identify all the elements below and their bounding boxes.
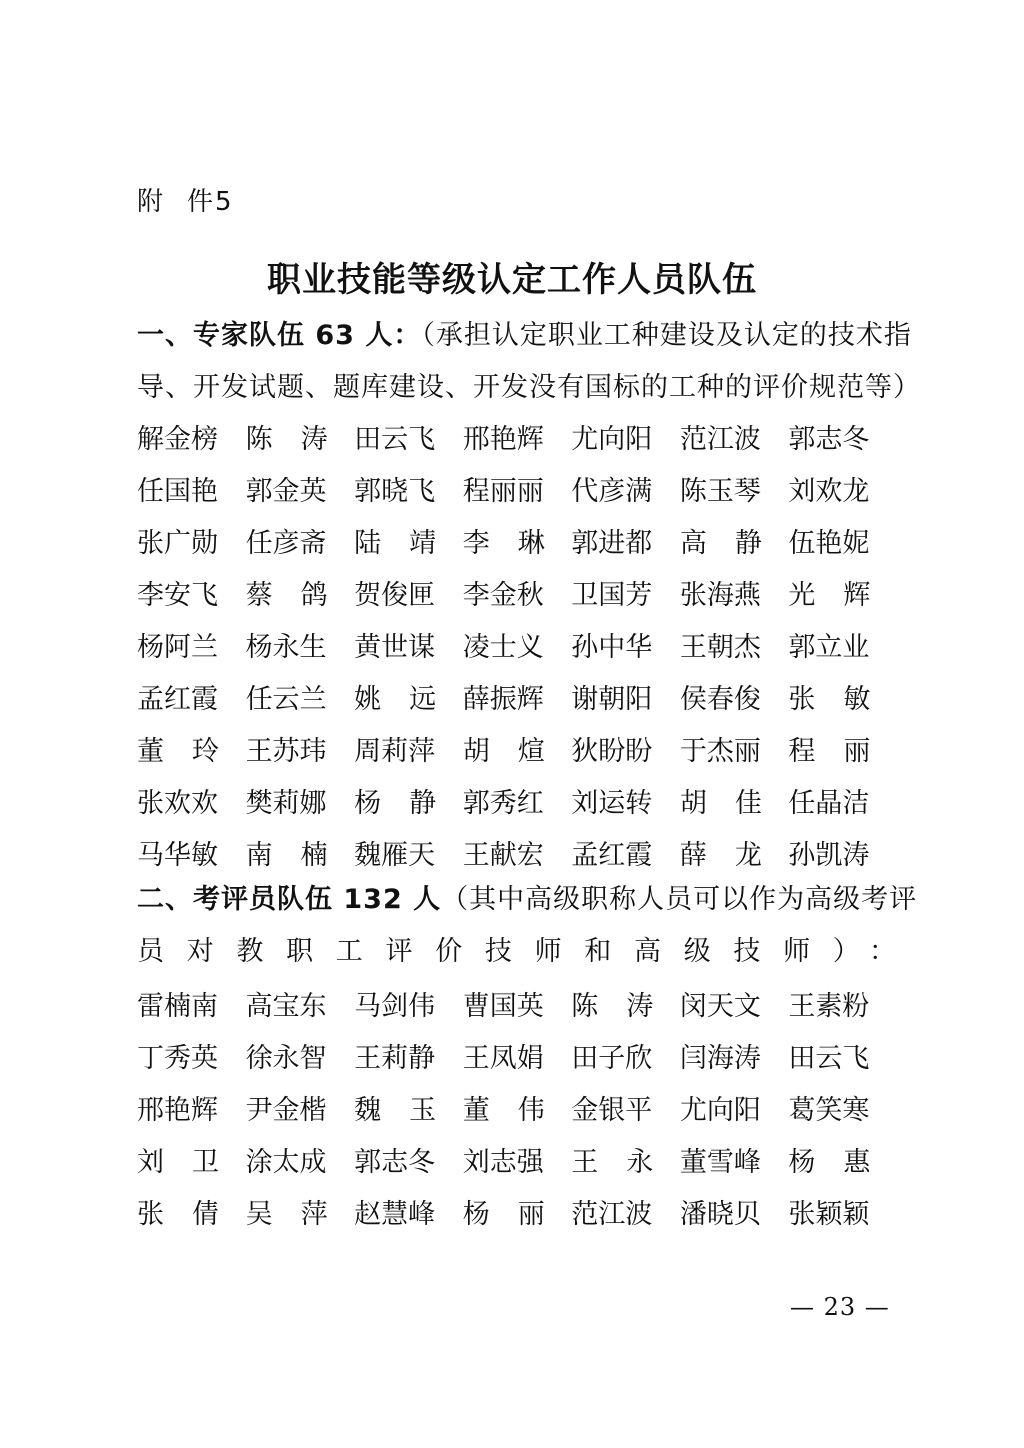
examiner-name: 范江波: [571, 1198, 653, 1230]
section-experts-intro: [137, 310, 921, 414]
expert-row: [137, 774, 897, 826]
examiner-name: 闫海涛: [679, 1042, 761, 1074]
examiner-name: 尤向阳: [679, 1094, 761, 1126]
expert-name: 凌士义: [462, 631, 544, 663]
expert-name: 侯春俊: [679, 683, 761, 715]
expert-name: 高 静: [679, 527, 762, 559]
attachment-word-1: 附: [137, 187, 166, 217]
expert-name: 刘欢龙: [788, 475, 870, 507]
section-examiners-note-1: （其中高级职称人员可以作为高级考评: [441, 884, 918, 915]
expert-name: 董 玲: [137, 735, 219, 767]
examiner-name: 徐永智: [245, 1042, 327, 1074]
expert-name: 郭进都: [571, 527, 653, 559]
expert-name: 程 丽: [788, 735, 871, 767]
expert-name: 孙凯涛: [788, 839, 870, 871]
expert-name: 杨 静: [354, 787, 437, 819]
expert-name: 张欢欢: [137, 787, 218, 819]
expert-name: 南 楠: [245, 839, 328, 871]
examiners-name-list: [137, 977, 897, 1237]
expert-name: 任国艳: [137, 475, 218, 507]
section-examiners-line1: [137, 874, 918, 926]
examiner-row: [137, 1133, 897, 1185]
examiner-row: [137, 1185, 897, 1237]
expert-name: 蔡 鸽: [245, 579, 328, 611]
expert-name: 姚 远: [354, 683, 437, 715]
attachment-label: [137, 181, 234, 218]
examiner-name: 刘 卫: [137, 1146, 219, 1178]
examiner-name: 马剑伟: [354, 990, 436, 1022]
expert-name: 任晶洁: [788, 787, 870, 819]
expert-name: 于杰丽: [679, 735, 761, 767]
expert-name: 薛振辉: [462, 683, 544, 715]
expert-name: 郭立业: [788, 631, 870, 663]
expert-name: 陆 靖: [354, 527, 437, 559]
expert-name: 程丽丽: [462, 475, 544, 507]
expert-name: 谢朝阳: [571, 683, 653, 715]
expert-name: 胡 煊: [462, 735, 545, 767]
expert-name: 薛 龙: [679, 839, 762, 871]
section-experts-note-2: 导、开发试题、题库建设、开发没有国标的工种的评价规范等）: [137, 372, 921, 403]
expert-name: 田云飞: [354, 423, 436, 455]
examiner-name: 王凤娟: [462, 1042, 544, 1074]
examiner-name: 董雪峰: [679, 1146, 761, 1178]
section-experts-line1: [137, 310, 912, 362]
expert-name: 郭秀红: [462, 787, 544, 819]
expert-name: 光 辉: [788, 579, 871, 611]
examiner-name: 丁秀英: [137, 1042, 218, 1074]
examiner-name: 涂太成: [245, 1146, 327, 1178]
expert-name: 陈 涛: [245, 423, 328, 455]
expert-name: 贺俊匣: [354, 579, 436, 611]
expert-name: 卫国芳: [571, 579, 653, 611]
expert-name: 任云兰: [245, 683, 327, 715]
examiner-name: 张 倩: [137, 1198, 219, 1230]
expert-name: 李金秋: [462, 579, 544, 611]
expert-name: 李 琳: [462, 527, 545, 559]
expert-name: 王献宏: [462, 839, 544, 871]
examiner-name: 陈 涛: [571, 990, 654, 1022]
examiner-name: 郭志冬: [354, 1146, 436, 1178]
expert-name: 周莉萍: [354, 735, 436, 767]
expert-name: 孟红霞: [571, 839, 653, 871]
expert-row: [137, 566, 897, 618]
expert-name: 郭金英: [245, 475, 327, 507]
expert-name: 胡 佳: [679, 787, 762, 819]
expert-name: 王朝杰: [679, 631, 761, 663]
expert-name: 樊莉娜: [245, 787, 327, 819]
examiner-row: [137, 977, 897, 1029]
expert-row: [137, 514, 897, 566]
expert-name: 孟红霞: [137, 683, 218, 715]
attachment-number: 5: [215, 187, 234, 217]
page-title: 职业技能等级认定工作人员队伍: [267, 260, 757, 300]
expert-name: 刘运转: [571, 787, 653, 819]
expert-name: 杨永生: [245, 631, 327, 663]
attachment-word-2: 件: [187, 187, 216, 217]
expert-row: [137, 410, 897, 462]
expert-row: [137, 618, 897, 670]
expert-name: 郭志冬: [788, 423, 870, 455]
expert-name: 伍艳妮: [788, 527, 870, 559]
examiner-name: 曹国英: [462, 990, 544, 1022]
examiner-row: [137, 1029, 897, 1081]
examiner-name: 金银平: [571, 1094, 653, 1126]
examiner-name: 闵天文: [679, 990, 761, 1022]
examiner-name: 董 伟: [462, 1094, 545, 1126]
expert-name: 张 敏: [788, 683, 871, 715]
expert-name: 孙中华: [571, 631, 653, 663]
expert-name: 范江波: [679, 423, 761, 455]
expert-row: [137, 462, 897, 514]
expert-name: 杨阿兰: [137, 631, 218, 663]
examiner-name: 雷楠南: [137, 990, 218, 1022]
expert-name: 王苏玮: [245, 735, 327, 767]
examiner-row: [137, 1081, 897, 1133]
examiner-name: 田云飞: [788, 1042, 870, 1074]
examiner-name: 赵慧峰: [354, 1198, 436, 1230]
expert-name: 尤向阳: [571, 423, 653, 455]
examiner-name: 杨 惠: [788, 1146, 871, 1178]
expert-row: [137, 670, 897, 722]
examiner-name: 王 永: [571, 1146, 654, 1178]
examiner-name: 吴 萍: [245, 1198, 328, 1230]
section-examiners-intro: [137, 874, 918, 978]
examiner-name: 潘晓贝: [679, 1198, 761, 1230]
expert-name: 李安飞: [137, 579, 218, 611]
expert-name: 黄世谋: [354, 631, 436, 663]
expert-name: 狄盼盼: [571, 735, 653, 767]
examiner-name: 杨 丽: [462, 1198, 545, 1230]
section-examiners-heading: 二、考评员队伍 132 人: [137, 884, 442, 915]
expert-name: 代彦满: [571, 475, 653, 507]
expert-name: 郭晓飞: [354, 475, 436, 507]
section-experts-heading: 一、专家队伍 63 人：: [137, 320, 422, 351]
section-experts-note-1: （承担认定职业工种建设及认定的技术指: [421, 320, 912, 351]
section-examiners-note-2: 员对教职工评价技师和高级技师）：: [137, 936, 897, 967]
expert-row: [137, 722, 897, 774]
examiner-name: 刘志强: [462, 1146, 544, 1178]
expert-row: [137, 826, 897, 878]
examiner-name: 尹金楷: [245, 1094, 327, 1126]
expert-name: 张海燕: [679, 579, 761, 611]
examiner-name: 邢艳辉: [137, 1094, 218, 1126]
expert-name: 解金榜: [137, 423, 218, 455]
expert-name: 任彦斋: [245, 527, 327, 559]
expert-name: 陈玉琴: [679, 475, 761, 507]
expert-name: 魏雁天: [354, 839, 436, 871]
examiner-name: 王素粉: [788, 990, 870, 1022]
examiner-name: 魏 玉: [354, 1094, 437, 1126]
expert-name: 马华敏: [137, 839, 218, 871]
examiner-name: 张颖颖: [788, 1198, 870, 1230]
examiner-name: 葛笑寒: [788, 1094, 870, 1126]
examiner-name: 王莉静: [354, 1042, 436, 1074]
experts-name-list: [137, 410, 897, 878]
examiner-name: 高宝东: [245, 990, 327, 1022]
expert-name: 张广勋: [137, 527, 218, 559]
examiner-name: 田子欣: [571, 1042, 653, 1074]
expert-name: 邢艳辉: [462, 423, 544, 455]
page-number: — 23 —: [790, 1293, 890, 1321]
